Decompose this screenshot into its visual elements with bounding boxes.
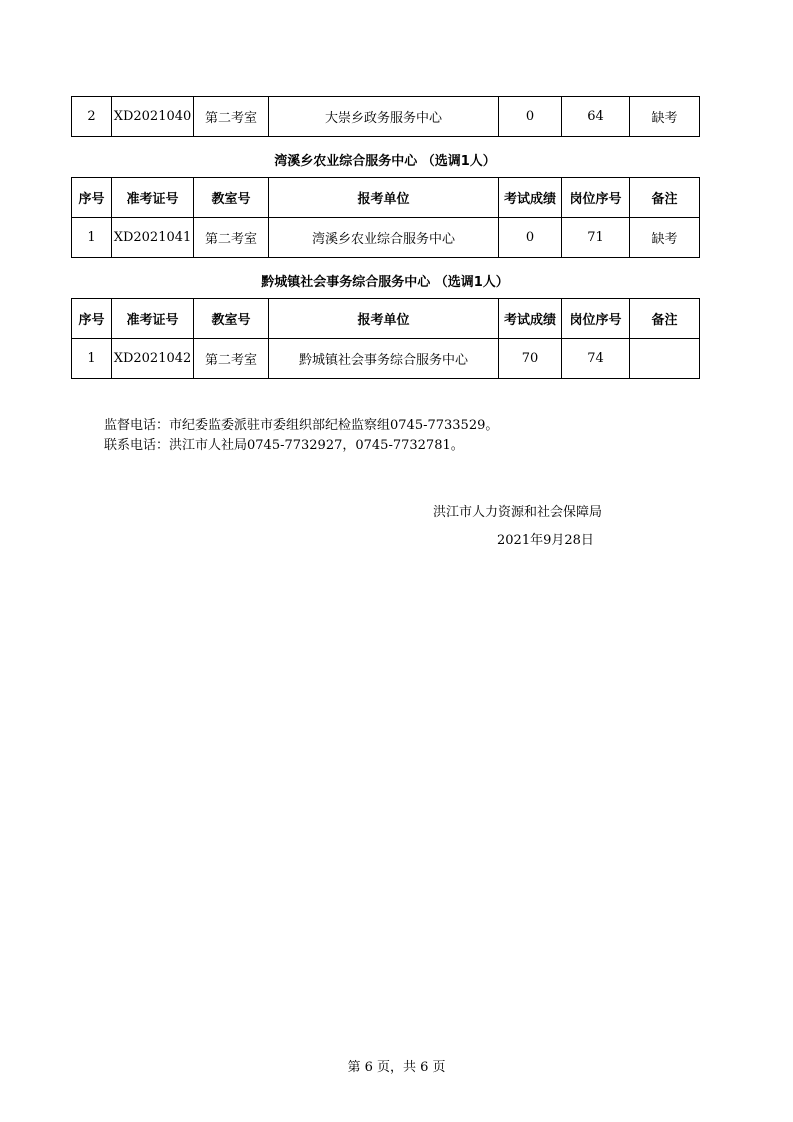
cell-note: 缺考	[630, 97, 700, 137]
cell-unit: 湾溪乡农业综合服务中心	[269, 218, 499, 258]
header-score: 考试成绩	[499, 299, 562, 339]
table-row	[72, 218, 700, 258]
contact-phone-note: 联系电话：洪江市人社局0745-7732927，0745-7732781。	[104, 438, 464, 453]
cell-room: 第二考室	[194, 218, 269, 258]
cell-room: 第二考室	[194, 97, 269, 137]
cell-score: 0	[499, 218, 562, 258]
header-note: 备注	[630, 299, 700, 339]
cell-score: 0	[499, 97, 562, 137]
header-no: 序号	[72, 178, 112, 218]
issuing-organization: 洪江市人力资源和社会保障局	[433, 505, 603, 520]
cell-position: 64	[562, 97, 630, 137]
cell-no: 2	[72, 97, 112, 137]
header-note: 备注	[630, 178, 700, 218]
cell-no: 1	[72, 339, 112, 379]
cell-position: 71	[562, 218, 630, 258]
header-no: 序号	[72, 299, 112, 339]
results-table	[71, 177, 700, 258]
cell-score: 70	[499, 339, 562, 379]
header-ticket: 准考证号	[112, 299, 194, 339]
table-header-row	[72, 299, 700, 339]
cell-position: 74	[562, 339, 630, 379]
cell-unit: 黔城镇社会事务综合服务中心	[269, 339, 499, 379]
section-title: 黔城镇社会事务综合服务中心 （选调1人）	[261, 275, 509, 290]
supervision-phone-note: 监督电话：市纪委监委派驻市委组织部纪检监察组0745-7733529。	[104, 418, 499, 433]
page-number: 第 6 页，共 6 页	[347, 1060, 446, 1075]
header-score: 考试成绩	[499, 178, 562, 218]
header-position: 岗位序号	[562, 299, 630, 339]
cell-unit: 大崇乡政务服务中心	[269, 97, 499, 137]
cell-note	[630, 339, 700, 379]
cell-ticket: XD2021041	[112, 218, 194, 258]
cell-no: 1	[72, 218, 112, 258]
cell-ticket: XD2021042	[112, 339, 194, 379]
cell-room: 第二考室	[194, 339, 269, 379]
header-room: 教室号	[194, 178, 269, 218]
header-unit: 报考单位	[269, 299, 499, 339]
table-header-row	[72, 178, 700, 218]
table-row	[72, 339, 700, 379]
results-table-continued	[71, 96, 700, 137]
header-ticket: 准考证号	[112, 178, 194, 218]
header-position: 岗位序号	[562, 178, 630, 218]
cell-ticket: XD2021040	[112, 97, 194, 137]
cell-note: 缺考	[630, 218, 700, 258]
results-table	[71, 298, 700, 379]
issue-date: 2021年9月28日	[497, 533, 594, 548]
section-title: 湾溪乡农业综合服务中心 （选调1人）	[274, 154, 496, 169]
header-room: 教室号	[194, 299, 269, 339]
table-row	[72, 97, 700, 137]
header-unit: 报考单位	[269, 178, 499, 218]
